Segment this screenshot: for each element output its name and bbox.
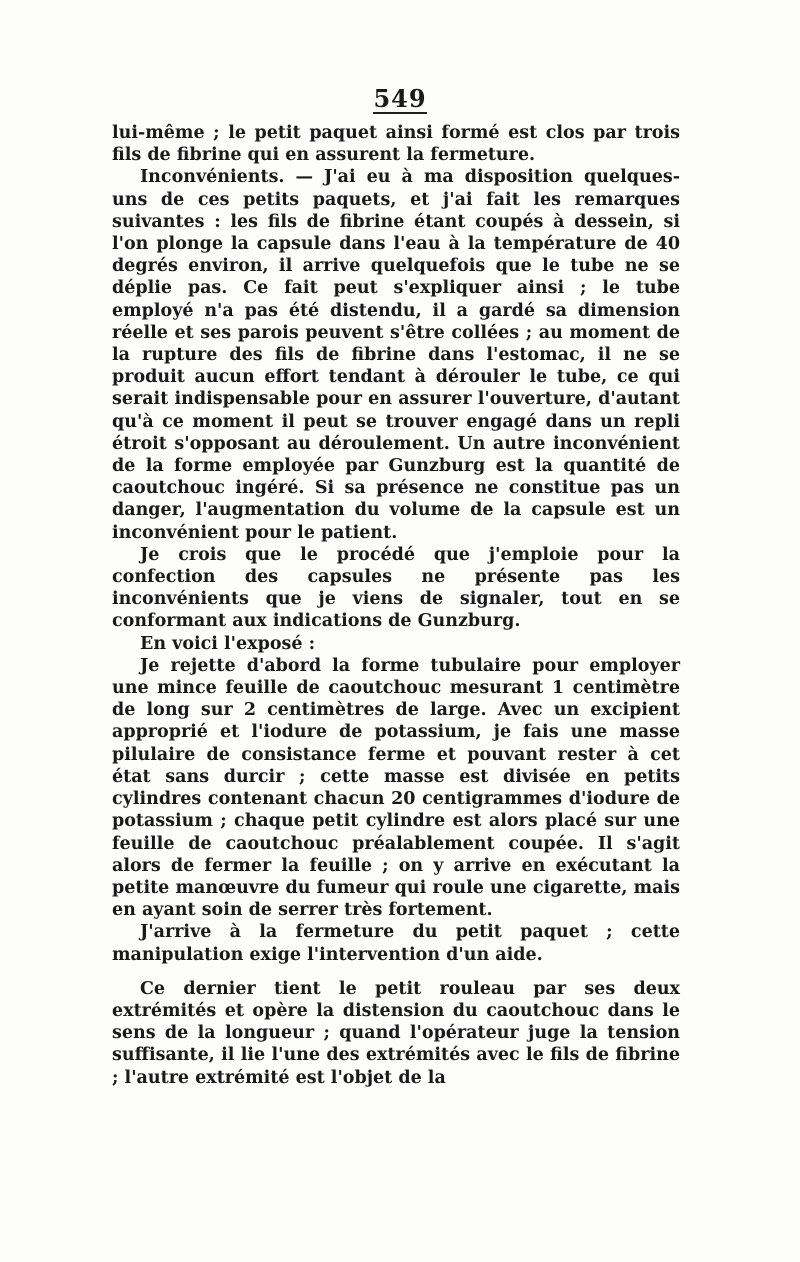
paragraph-2: Inconvénients. — J'ai eu à ma disposition quelques-uns de ces petits paquets, et j'ai fait les remarques suivantes : les fils de fibrine étant coupés à dessein, si l'on plonge la capsule dans l'eau à la température de 40 degrés environ, il arrive quelquefois que le tube ne se déplie pas. Ce fait peut s'expliquer ainsi ; le tube employé n'a pas été distendu, il a gardé sa dimension réelle et ses parois peuvent s'être collées ; au moment de la rupture des fils de fibrine dans l'estomac, il ne se produit aucun effort tendant à dérouler le tube, ce qui serait indispensable pour en assurer l'ouverture, d'autant qu'à ce moment il peut se trouver engagé dans un repli étroit s'opposant au déroulement. Un autre inconvénient de la forme employée par Gunzburg est la quantité de caoutchouc ingéré. Si sa présence ne constitue pas un danger, l'augmentation du volume de la capsule est un inconvénient pour le patient. bbox=[112, 167, 680, 543]
body-text bbox=[112, 122, 680, 1202]
paragraph-6: J'arrive à la fermeture du petit paquet ; cette manipulation exige l'intervention d'un aide. bbox=[112, 922, 680, 965]
paragraph-7: Ce dernier tient le petit rouleau par ses deux extrémités et opère la distension du caoutchouc dans le sens de la longueur ; quand l'opérateur juge la tension suffisante, il lie l'une des extrémités avec le fils de fibrine ; l'autre extrémité est l'objet de la bbox=[112, 978, 680, 1088]
page-number-text: 549 bbox=[373, 84, 427, 113]
paragraph-4: En voici l'exposé : bbox=[140, 633, 316, 654]
paragraph-5: Je rejette d'abord la forme tubulaire pour employer une mince feuille de caoutchouc mesurant 1 centimètre de long sur 2 centimètres de large. Avec un excipient approprié et l'iodure de potassium, je fais une masse pilulaire de consistance ferme et pouvant rester à cet état sans durcir ; cette masse est divisée en petits cylindres contenant chacun 20 centigrammes d'iodure de potassium ; chaque petit cylindre est alors placé sur une feuille de caoutchouc préalablement coupée. Il s'agit alors de fermer la feuille ; on y arrive en exécutant la petite manœuvre du fumeur qui roule une cigarette, mais en ayant soin de serrer très fortement. bbox=[112, 655, 680, 921]
paragraph-1: lui-même ; le petit paquet ainsi formé est clos par trois fils de fibrine qui en assurent la fermeture. bbox=[112, 123, 680, 166]
page-number bbox=[0, 84, 800, 114]
paragraph-3: Je crois que le procédé que j'emploie pour la confection des capsules ne présente pas les inconvénients que je viens de signaler, tout en se conformant aux indications de Gunzburg. bbox=[112, 544, 680, 632]
